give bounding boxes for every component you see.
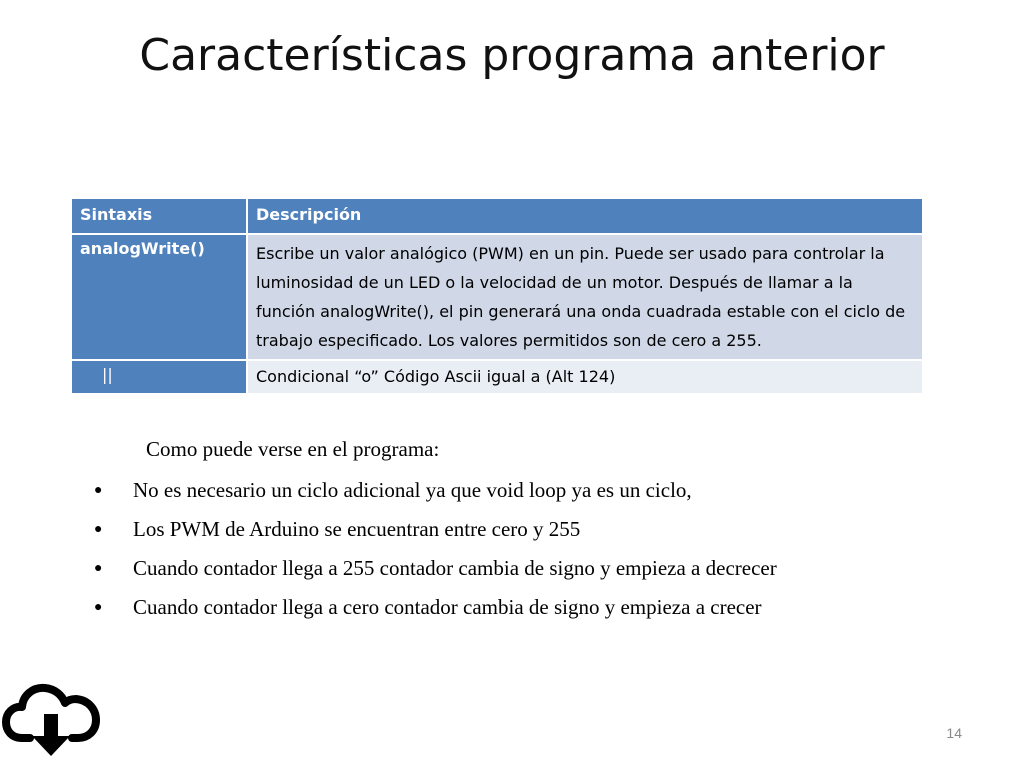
header-description: Descripción [247, 198, 923, 234]
header-syntax: Sintaxis [71, 198, 247, 234]
description-cell: Condicional “o” Código Ascii igual a (Alt 124) [247, 360, 923, 394]
page-number: 14 [946, 725, 962, 741]
bullet-text: No es necesario un ciclo adicional ya que void loop ya es un ciclo, [133, 478, 692, 502]
slide-title: Características programa anterior [139, 30, 885, 81]
notes-intro: Como puede verse en el programa: [146, 437, 440, 461]
bullet-text: Cuando contador llega a 255 contador cambia de signo y empieza a decrecer [133, 556, 777, 580]
bullet-icon: ● [94, 561, 103, 576]
bullet-icon: ● [94, 600, 103, 615]
table-header-row [71, 198, 923, 234]
description-cell: Escribe un valor analógico (PWM) en un pin. Puede ser usado para controlar la luminosidad de un LED o la velocidad de un motor. Después de llamar a la función analogWrite(), el pin generará una onda cuadrada estable con el ciclo de trabajo especificado. Los valores permitidos son de cero a 255. [247, 234, 923, 360]
bullet-list [88, 478, 777, 634]
bullet-text: Cuando contador llega a cero contador cambia de signo y empieza a crecer [133, 595, 762, 619]
bullet-text: Los PWM de Arduino se encuentran entre cero y 255 [133, 517, 581, 541]
bullet-icon: ● [94, 522, 103, 537]
syntax-cell: || [71, 360, 247, 394]
syntax-cell: analogWrite() [71, 234, 247, 360]
list-item [88, 517, 777, 556]
bullet-icon: ● [94, 483, 103, 498]
list-item [88, 478, 777, 517]
table-row [71, 234, 923, 360]
syntax-table [70, 197, 924, 395]
table-row [71, 360, 923, 394]
list-item [88, 595, 777, 634]
list-item [88, 556, 777, 595]
cloud-download-icon[interactable] [2, 676, 102, 760]
